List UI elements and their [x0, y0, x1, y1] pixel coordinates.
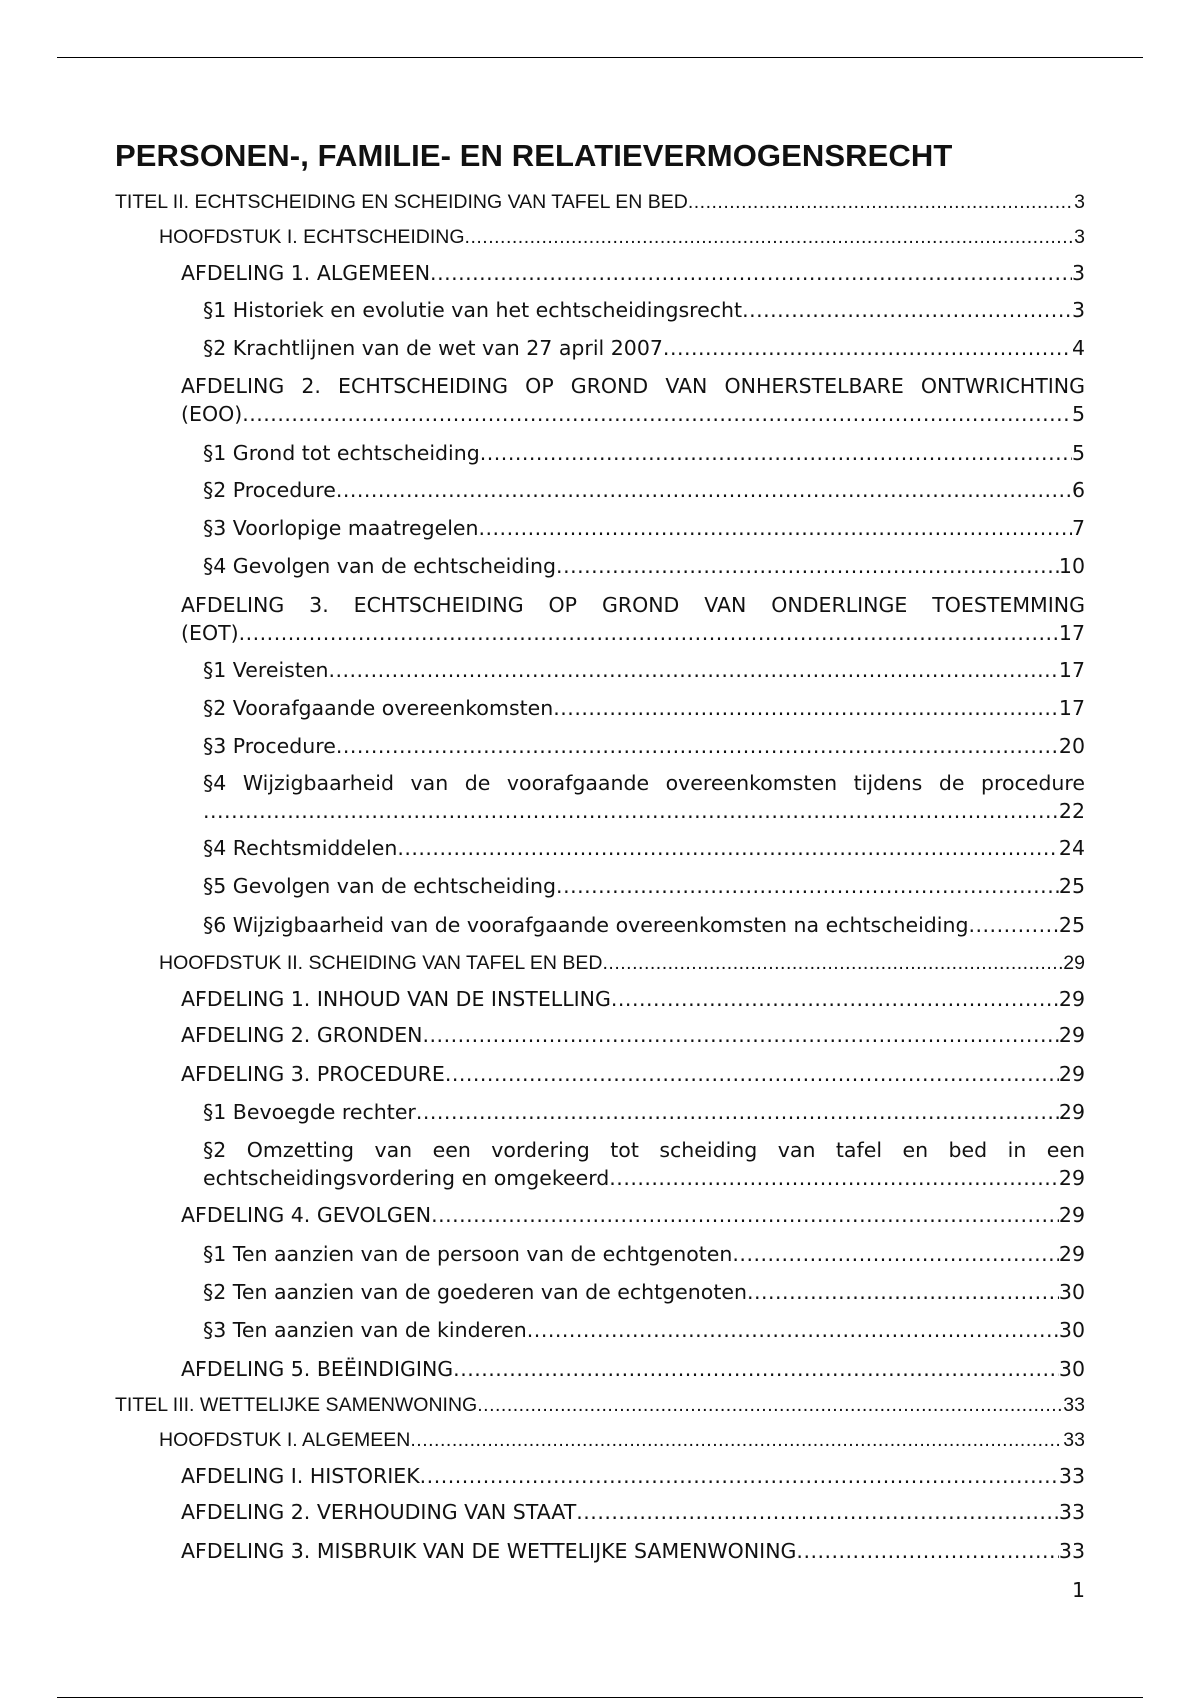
- toc-entry[interactable]: [159, 1426, 1085, 1454]
- toc-entry-text: AFDELING 2. GRONDEN: [181, 1023, 423, 1047]
- toc-leader-dots: [203, 797, 1059, 825]
- toc-leader-dots: [397, 834, 1059, 862]
- toc-entry-text: §2 Omzetting van een vordering tot scheiding van tafel en bed in een: [203, 1138, 1085, 1162]
- toc-leader-dots: [242, 400, 1072, 428]
- toc-entry-text: AFDELING I. HISTORIEK: [181, 1464, 420, 1488]
- toc-entry-text-continued: (EOT): [181, 621, 239, 645]
- toc-page-number: 30: [1058, 1318, 1085, 1342]
- toc-leader-dots: [556, 552, 1059, 580]
- toc-entry-text: AFDELING 1. INHOUD VAN DE INSTELLING: [181, 987, 611, 1011]
- toc-entry-text: §1 Ten aanzien van de persoon van de echtgenoten: [203, 1242, 733, 1266]
- toc-entry[interactable]: [203, 694, 1085, 722]
- toc-entry[interactable]: [181, 1201, 1085, 1229]
- toc-entry-text: HOOFDSTUK I. ALGEMEEN: [159, 1429, 411, 1451]
- toc-entry[interactable]: [203, 656, 1085, 684]
- toc-leader-dots: [336, 732, 1059, 760]
- toc-leader-dots: [663, 334, 1072, 362]
- toc-leader-dots: [239, 619, 1059, 647]
- toc-entry-text-continued: (EOO): [181, 402, 243, 426]
- toc-leader-dots: [328, 656, 1058, 684]
- toc-entry[interactable]: [203, 296, 1085, 324]
- toc-page-number: 33: [1063, 1394, 1085, 1416]
- document-title: PERSONEN-, FAMILIE- EN RELATIEVERMOGENSRECHT: [115, 138, 953, 173]
- toc-page-number: 29: [1058, 1203, 1085, 1227]
- toc-page-number: 3: [1074, 191, 1085, 213]
- toc-entry-text: §1 Bevoegde rechter: [203, 1100, 416, 1124]
- toc-entry-text: AFDELING 1. ALGEMEEN: [181, 261, 431, 285]
- toc-leader-dots: [420, 1462, 1059, 1490]
- toc-page-number: 29: [1058, 1166, 1085, 1190]
- toc-page-number: 22: [1058, 799, 1085, 823]
- toc-entry-text: §3 Procedure: [203, 734, 336, 758]
- toc-page-number: 25: [1058, 913, 1085, 937]
- toc-entry-text: §4 Gevolgen van de echtscheiding: [203, 554, 557, 578]
- toc-entry-text-continued: echtscheidingsvordering en omgekeerd: [203, 1166, 610, 1190]
- toc-entry-text: TITEL II. ECHTSCHEIDING EN SCHEIDING VAN TAFEL EN BED: [115, 191, 688, 213]
- toc-entry[interactable]: [203, 552, 1085, 580]
- toc-leader-dots: [480, 439, 1072, 467]
- toc-leader-dots: [603, 949, 1064, 977]
- toc-leader-dots: [423, 1021, 1059, 1049]
- toc-entry[interactable]: [203, 1136, 1085, 1192]
- toc-entry[interactable]: [203, 1098, 1085, 1126]
- toc-entry[interactable]: [203, 834, 1085, 862]
- toc-page-number: 33: [1058, 1500, 1085, 1524]
- toc-entry-text: HOOFDSTUK I. ECHTSCHEIDING: [159, 226, 465, 248]
- toc-page-number: 5: [1071, 402, 1085, 426]
- toc-entry[interactable]: [203, 1240, 1085, 1268]
- toc-entry[interactable]: [203, 334, 1085, 362]
- toc-leader-dots: [410, 1426, 1063, 1454]
- toc-leader-dots: [553, 694, 1059, 722]
- toc-entry-text: AFDELING 3. MISBRUIK VAN DE WETTELIJKE SAMENWONING: [181, 1539, 797, 1563]
- toc-entry[interactable]: [203, 514, 1085, 542]
- toc-entry-text: AFDELING 4. GEVOLGEN: [181, 1203, 432, 1227]
- toc-page-number: 30: [1058, 1357, 1085, 1381]
- toc-entry[interactable]: [203, 732, 1085, 760]
- toc-entry[interactable]: [181, 259, 1085, 287]
- toc-page-number: 20: [1058, 734, 1085, 758]
- toc-page-number: 17: [1058, 658, 1085, 682]
- toc-entry[interactable]: [203, 1316, 1085, 1344]
- page-number: 1: [1071, 1578, 1085, 1602]
- toc-leader-dots: [477, 1391, 1063, 1419]
- toc-entry-text: TITEL III. WETTELIJKE SAMENWONING: [115, 1394, 478, 1416]
- toc-entry-text: HOOFDSTUK II. SCHEIDING VAN TAFEL EN BED: [159, 952, 603, 974]
- toc-page-number: 3: [1071, 298, 1085, 322]
- toc-leader-dots: [611, 985, 1059, 1013]
- toc-leader-dots: [688, 188, 1074, 216]
- toc-entry[interactable]: [203, 439, 1085, 467]
- toc-entry-text: §3 Voorlopige maatregelen: [203, 516, 479, 540]
- footer-rule: [57, 1697, 1143, 1698]
- toc-leader-dots: [479, 514, 1072, 542]
- toc-entry[interactable]: [203, 1278, 1085, 1306]
- toc-entry[interactable]: [159, 223, 1085, 251]
- toc-page-number: 25: [1058, 874, 1085, 898]
- toc-entry-text: §2 Krachtlijnen van de wet van 27 april 2007: [203, 336, 663, 360]
- toc-page-number: 33: [1058, 1539, 1085, 1563]
- toc-entry[interactable]: [203, 872, 1085, 900]
- toc-entry[interactable]: [181, 1498, 1085, 1526]
- toc-leader-dots: [556, 872, 1059, 900]
- toc-leader-dots: [796, 1537, 1058, 1565]
- toc-entry[interactable]: [203, 769, 1085, 825]
- toc-entry-text: §6 Wijzigbaarheid van de voorafgaande overeenkomsten na echtscheiding: [203, 913, 969, 937]
- toc-page-number: 29: [1058, 1100, 1085, 1124]
- toc-leader-dots: [431, 1201, 1059, 1229]
- toc-page-number: 6: [1071, 478, 1085, 502]
- toc-page-number: 33: [1058, 1464, 1085, 1488]
- toc-leader-dots: [609, 1164, 1059, 1192]
- toc-entry-text: §4 Rechtsmiddelen: [203, 836, 398, 860]
- toc-page-number: 17: [1058, 696, 1085, 720]
- toc-entry[interactable]: [181, 985, 1085, 1013]
- toc-entry[interactable]: [115, 188, 1085, 216]
- toc-leader-dots: [732, 1240, 1059, 1268]
- toc-entry[interactable]: [181, 1355, 1085, 1383]
- toc-leader-dots: [336, 476, 1072, 504]
- toc-page-number: 29: [1058, 1023, 1085, 1047]
- toc-page-number: 29: [1058, 987, 1085, 1011]
- toc-leader-dots: [465, 223, 1075, 251]
- toc-page-number: 4: [1071, 336, 1085, 360]
- toc-page-number: 10: [1058, 554, 1085, 578]
- toc-leader-dots: [445, 1060, 1059, 1088]
- toc-entry[interactable]: [203, 476, 1085, 504]
- toc-page-number: 33: [1063, 1429, 1085, 1451]
- toc-entry[interactable]: [181, 1021, 1085, 1049]
- toc-entry-text: §2 Ten aanzien van de goederen van de echtgenoten: [203, 1280, 747, 1304]
- toc-page-number: 29: [1058, 1242, 1085, 1266]
- toc-leader-dots: [747, 1278, 1059, 1306]
- toc-page-number: 3: [1071, 261, 1085, 285]
- toc-page-number: 30: [1058, 1280, 1085, 1304]
- toc-entry-text: §1 Historiek en evolutie van het echtscheidingsrecht: [203, 298, 743, 322]
- toc-leader-dots: [430, 259, 1072, 287]
- toc-page-number: 24: [1058, 836, 1085, 860]
- toc-leader-dots: [416, 1098, 1059, 1126]
- toc-entry-text: §1 Grond tot echtscheiding: [203, 441, 480, 465]
- toc-page-number: 7: [1071, 516, 1085, 540]
- toc-entry-text: AFDELING 5. BEËINDIGING: [181, 1357, 454, 1381]
- toc-entry-text: §2 Procedure: [203, 478, 336, 502]
- toc-entry[interactable]: [181, 372, 1085, 428]
- toc-entry-text: §1 Vereisten: [203, 658, 329, 682]
- toc-entry[interactable]: [181, 1537, 1085, 1565]
- toc-entry[interactable]: [181, 1060, 1085, 1088]
- toc-entry-text: §4 Wijzigbaarheid van de voorafgaande overeenkomsten tijdens de procedure: [203, 771, 1085, 795]
- toc-leader-dots: [576, 1498, 1059, 1526]
- toc-entry-text: AFDELING 2. ECHTSCHEIDING OP GROND VAN ONHERSTELBARE ONTWRICHTING: [181, 374, 1085, 398]
- toc-entry-text: §2 Voorafgaande overeenkomsten: [203, 696, 554, 720]
- toc-entry[interactable]: [181, 1462, 1085, 1490]
- toc-entry-text: AFDELING 3. ECHTSCHEIDING OP GROND VAN ONDERLINGE TOESTEMMING: [181, 593, 1085, 617]
- toc-entry[interactable]: [181, 591, 1085, 647]
- toc-page-number: 29: [1063, 952, 1085, 974]
- toc-page-number: 17: [1058, 621, 1085, 645]
- toc-page-number: 5: [1071, 441, 1085, 465]
- toc-leader-dots: [742, 296, 1072, 324]
- toc-page-number: 29: [1058, 1062, 1085, 1086]
- toc-entry-text: AFDELING 3. PROCEDURE: [181, 1062, 445, 1086]
- toc-entry[interactable]: [159, 949, 1085, 977]
- toc-entry[interactable]: [203, 911, 1085, 939]
- toc-entry-text: AFDELING 2. VERHOUDING VAN STAAT: [181, 1500, 577, 1524]
- toc-page-number: 3: [1074, 226, 1085, 248]
- toc-entry-text: §5 Gevolgen van de echtscheiding: [203, 874, 557, 898]
- toc-leader-dots: [453, 1355, 1059, 1383]
- toc-entry[interactable]: [115, 1391, 1085, 1419]
- toc-leader-dots: [527, 1316, 1059, 1344]
- toc-leader-dots: [969, 911, 1059, 939]
- toc-entry-text: §3 Ten aanzien van de kinderen: [203, 1318, 527, 1342]
